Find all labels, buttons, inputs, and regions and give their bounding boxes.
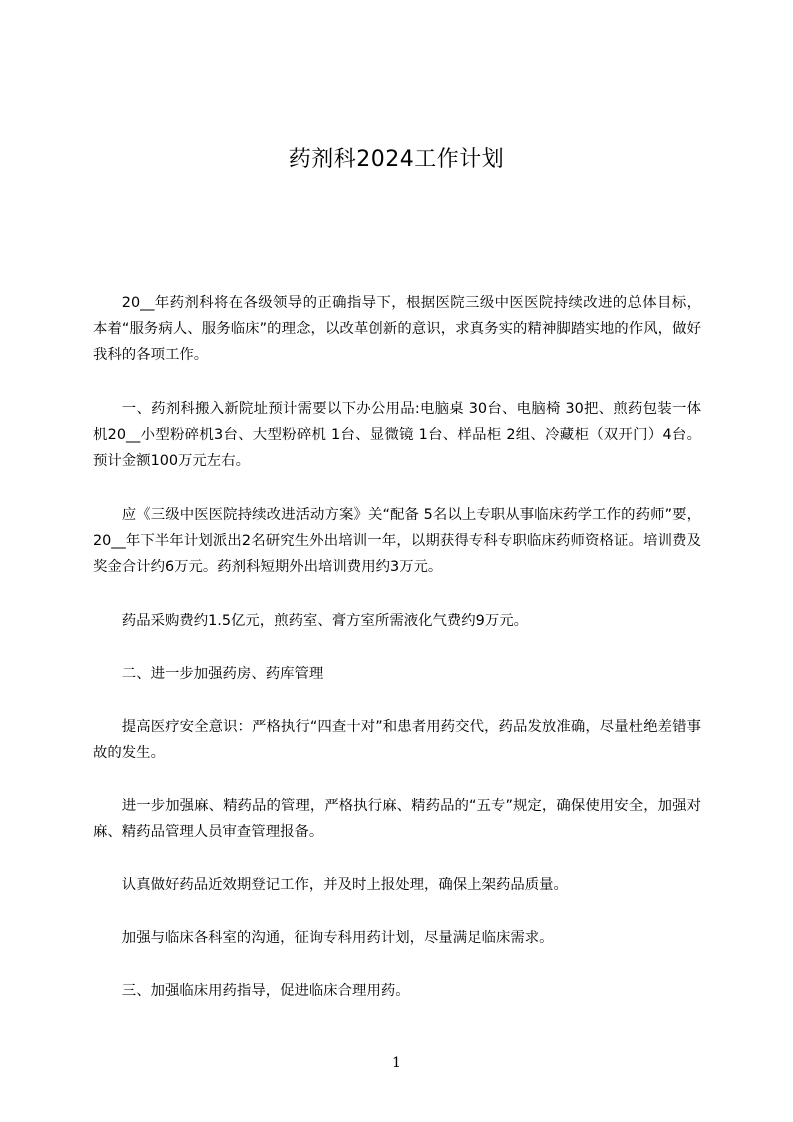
page-number: 1 xyxy=(392,1055,401,1071)
paragraph-safety-awareness: 提高医疗安全意识：严格执行“四查十对”和患者用药交代，药品发放准确，尽量杜绝差错事故的发生。 xyxy=(93,719,701,761)
section-heading-pharmacy-management: 二、进一步加强药房、药库管理 xyxy=(121,666,324,682)
paragraph-training: 应《三级中医医院持续改进活动方案》关“配备 5名以上专职从事临床药学工作的药师”要，20__年下半年计划派出2名研究生外出培训一年，以期获得专科专职临床药师资格证。培训费及奖金合计约6万元。药剂科短期外出培训费用约3万元。 xyxy=(93,507,701,575)
paragraph-expiry-registration: 认真做好药品近效期登记工作，并及时上报处理，确保上架药品质量。 xyxy=(121,877,568,893)
paragraph-procurement: 药品采购费约1.5亿元，煎药室、膏方室所需液化气费约9万元。 xyxy=(121,613,528,629)
paragraph-clinical-communication: 加强与临床各科室的沟通，征询专科用药计划，尽量满足临床需求。 xyxy=(121,930,554,946)
page-title: 药剂科2024工作计划 xyxy=(288,147,505,172)
paragraph-office-supplies: 一、药剂科搬入新院址预计需要以下办公用品:电脑桌 30台、电脑椅 30把、煎药包装一体机20__小型粉碎机3台、大型粉碎机 1台、显微镜 1台、样品柜 2组、冷藏柜（双开门）4台。预计金额100万元左右。 xyxy=(93,401,701,469)
paragraph-narcotics-management: 进一步加强麻、精药品的管理，严格执行麻、精药品的“五专”规定，确保使用安全，加强对麻、精药品管理人员审查管理报备。 xyxy=(93,798,701,840)
section-heading-clinical-guidance: 三、加强临床用药指导，促进临床合理用药。 xyxy=(121,983,410,999)
paragraph-intro: 20__年药剂科将在各级领导的正确指导下，根据医院三级中医医院持续改进的总体目标，本着“服务病人、服务临床”的理念，以改革创新的意识，求真务实的精神脚踏实地的作风，做好我科的各项工作。 xyxy=(93,295,701,363)
